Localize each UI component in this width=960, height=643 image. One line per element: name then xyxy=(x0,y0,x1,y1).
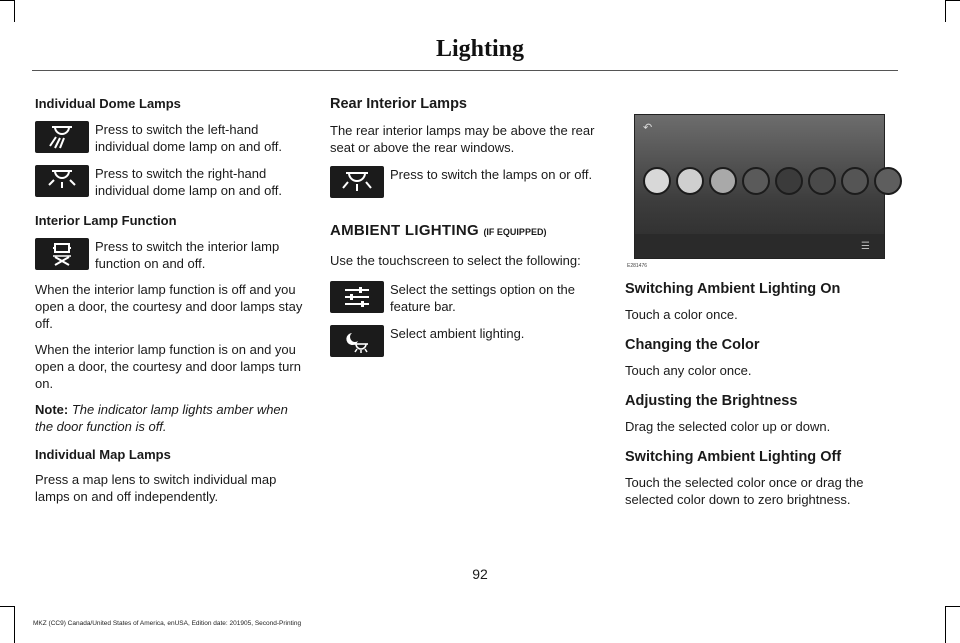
rear-lamp-row xyxy=(330,166,602,198)
ambient-on-heading: Switching Ambient Lighting On xyxy=(625,281,841,297)
header-rule xyxy=(32,70,898,71)
crop-mark xyxy=(0,0,14,1)
brightness-text: Drag the selected color up or down. xyxy=(625,419,831,434)
column-middle xyxy=(330,92,602,357)
rear-lamps-heading: Rear Interior Lamps xyxy=(330,96,467,112)
crop-mark xyxy=(945,606,960,607)
interior-lamp-text: Press to switch the interior lamp function on and off. xyxy=(95,239,280,271)
color-swatch xyxy=(775,167,803,195)
column-right xyxy=(625,92,897,508)
rear-lamps-text: The rear interior lamps may be above the rear seat or above the rear windows. xyxy=(330,123,595,155)
ambient-lighting-screen-image xyxy=(634,114,885,259)
dome-lamp-right-icon xyxy=(35,165,89,197)
image-code: E281476 xyxy=(627,263,648,269)
if-equipped-label: (IF EQUIPPED) xyxy=(483,227,547,237)
color-swatch xyxy=(841,167,869,195)
dome-lamps-heading: Individual Dome Lamps xyxy=(35,96,181,111)
ambient-text: Select ambient lighting. xyxy=(390,326,525,341)
crop-mark xyxy=(945,0,960,1)
crop-mark xyxy=(14,606,15,643)
page-title: Lighting xyxy=(435,36,525,62)
crop-mark xyxy=(945,0,946,22)
dome-lamp-left-icon xyxy=(35,121,89,153)
color-swatch xyxy=(874,167,902,195)
interior-lamp-heading: Interior Lamp Function xyxy=(35,213,177,228)
ambient-off-heading: Switching Ambient Lighting Off xyxy=(625,449,842,465)
rear-lamp-icon xyxy=(330,166,384,198)
dome-right-text: Press to switch the right-hand individual dome lamp on and off. xyxy=(95,166,282,198)
crop-mark xyxy=(945,606,946,643)
ambient-intro: Use the touchscreen to select the following: xyxy=(330,253,581,268)
note-label: Note: xyxy=(35,402,69,417)
settings-row xyxy=(330,281,602,315)
ambient-on-text: Touch a color once. xyxy=(625,307,738,322)
dome-left-text: Press to switch the left-hand individual dome lamp on and off. xyxy=(95,122,282,154)
interior-off-paragraph: When the interior lamp function is off and you open a door, the courtesy and door lamps stay off. xyxy=(35,282,303,331)
crop-mark xyxy=(0,606,14,607)
interior-lamp-door-icon xyxy=(35,238,89,270)
note-text: The indicator lamp lights amber when the door function is off. xyxy=(35,402,288,434)
ambient-row xyxy=(330,325,602,357)
interior-row xyxy=(35,238,307,272)
crop-mark xyxy=(14,0,15,22)
ambient-lighting-icon xyxy=(330,325,384,357)
color-swatch xyxy=(808,167,836,195)
ambient-title: AMBIENT LIGHTING xyxy=(330,222,479,239)
color-swatch xyxy=(643,167,671,195)
brightness-heading: Adjusting the Brightness xyxy=(625,393,798,409)
note-paragraph xyxy=(35,401,307,435)
footer-edition: MKZ (CC9) Canada/United States of America, enUSA, Edition date: 201905, Second-Printing xyxy=(33,620,302,627)
page-number: 92 xyxy=(472,566,488,582)
map-lamps-text: Press a map lens to switch individual map lamps on and off independently. xyxy=(35,472,277,504)
ambient-lighting-heading xyxy=(330,222,602,239)
rear-lamp-text: Press to switch the lamps on or off. xyxy=(390,167,593,182)
color-swatch-row xyxy=(643,167,907,195)
screen-settings-icon: ☰ xyxy=(861,241,870,252)
settings-sliders-icon xyxy=(330,281,384,313)
ambient-off-text: Touch the selected color once or drag the selected color down to zero brightness. xyxy=(625,475,864,507)
color-swatch xyxy=(742,167,770,195)
color-swatch xyxy=(709,167,737,195)
settings-text: Select the settings option on the feature bar. xyxy=(390,282,576,314)
screen-feature-bar xyxy=(635,234,884,258)
map-lamps-heading: Individual Map Lamps xyxy=(35,447,171,462)
change-color-text: Touch any color once. xyxy=(625,363,752,378)
color-swatch xyxy=(676,167,704,195)
dome-right-row xyxy=(35,165,307,199)
column-left xyxy=(35,92,307,505)
dome-left-row xyxy=(35,121,307,155)
change-color-heading: Changing the Color xyxy=(625,337,760,353)
interior-on-paragraph: When the interior lamp function is on and you open a door, the courtesy and door lamps turn on. xyxy=(35,342,301,391)
back-arrow-icon: ↶ xyxy=(643,122,653,134)
